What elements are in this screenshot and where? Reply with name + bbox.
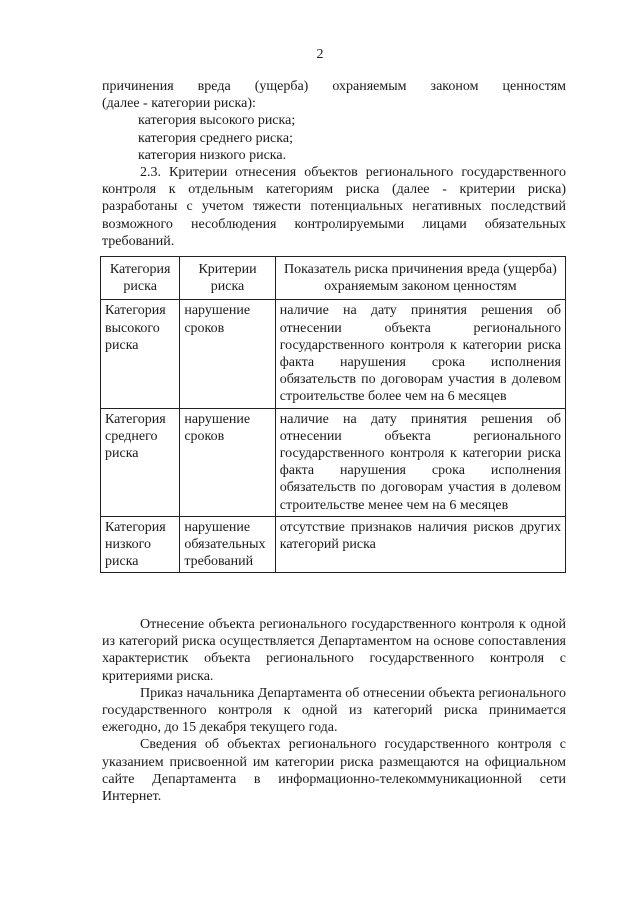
table-row-low (101, 516, 566, 573)
risk-criteria-table (100, 256, 566, 573)
paragraph-assignment: Отнесение объекта регионального государственного контроля к одной из категорий риска осуществляется Департаментом на основе сопоставления характеристик объекта регионального государственного контроля с критериями риска. (102, 617, 566, 684)
cell-criterion: нарушение сроков (180, 408, 275, 516)
cell-category: Категория среднего риска (101, 408, 180, 516)
cell-indicator: наличие на дату принятия решения об отнесении объекта регионального государственного контроля к категории риска факта нарушения срока исполнения обязательств по договорам участия в долевом строительстве менее чем на 6 месяцев (275, 408, 565, 516)
cell-indicator: отсутствие признаков наличия рисков других категорий риска (275, 516, 565, 573)
list-item-high: категория высокого риска; (138, 113, 296, 129)
list-item-medium: категория среднего риска; (138, 130, 293, 146)
intro-block (102, 78, 566, 250)
cell-criterion: нарушение обязательных требований (180, 516, 275, 573)
table-row-high (101, 300, 566, 408)
table-row-medium (101, 408, 566, 516)
header-criteria: Критерии риска (180, 257, 275, 300)
intro-line-2: (далее - категории риска): (102, 96, 256, 112)
section-2-3-paragraph: 2.3. Критерии отнесения объектов регионального государственного контроля к отдельным категориям риска (далее - критерии риска) разработаны с учетом тяжести потенциальных негативных последствий возможного несоблюдения контролируемыми лицами обязательных требований. (102, 165, 566, 249)
table-header-row (101, 257, 566, 300)
closing-block (102, 616, 566, 805)
paragraph-order: Приказ начальника Департамента об отнесении объекта регионального государственного контроля к одной из категорий риска принимается ежегодно, до 15 декабря текущего года. (102, 685, 566, 736)
intro-line-1: причинения вреда (ущерба) охраняемым законом ценностям (102, 79, 566, 94)
header-category: Категория риска (101, 257, 180, 300)
cell-criterion: нарушение сроков (180, 300, 275, 408)
header-indicator: Показатель риска причинения вреда (ущерба) охраняемым законом ценностям (275, 257, 565, 300)
cell-category: Категория низкого риска (101, 516, 180, 573)
page-number: 2 (316, 47, 324, 62)
cell-indicator: наличие на дату принятия решения об отнесении объекта регионального государственного контроля к категории риска факта нарушения срока исполнения обязательств по договорам участия в долевом строительстве более чем на 6 месяцев (275, 300, 565, 408)
cell-category: Категория высокого риска (101, 300, 180, 408)
list-item-low: категория низкого риска. (138, 147, 287, 163)
paragraph-publication: Сведения об объектах регионального государственного контроля с указанием присвоенной им категории риска размещаются на официальном сайте Департамента в информационно-телекоммуникационной сети Интернет. (102, 737, 566, 805)
